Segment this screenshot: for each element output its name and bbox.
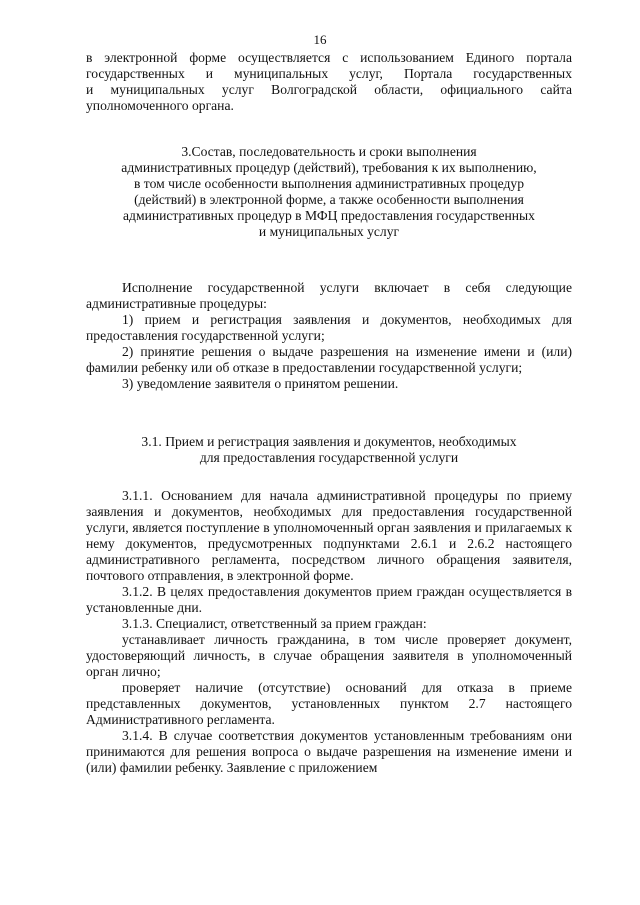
paragraph: Исполнение государственной услуги включает в себя следующие административные процедуры: <box>86 280 572 311</box>
heading-line: в том числе особенности выполнения административных процедур <box>133 176 525 191</box>
heading-line: для предоставления государственной услуги <box>199 450 459 465</box>
paragraph: 3.1.1. Основанием для начала административной процедуры по приему заявления и документов, необходимых для предоставления государственной услуги, является поступление в уполномоченный орган заявления и прилагаемых к нему документов, предусмотренных подпунктами 2.6.1 и 2.6.2 настоящего административного регламента, посредством личного обращения заявителя, почтового отправления, в электронной форме. <box>86 488 572 583</box>
paragraph: устанавливает личность гражданина, в том числе проверяет документ, удостоверяющий личность, в случае обращения заявителя в уполномоченный орган лично; <box>86 632 572 679</box>
paragraph: 3.1.2. В целях предоставления документов прием граждан осуществляется в установленные дни. <box>86 584 572 615</box>
intro-line: и муниципальных услуг Волгоградской области, официального сайта <box>86 82 572 97</box>
heading-line: 3.1. Прием и регистрация заявления и документов, необходимых <box>141 434 517 449</box>
paragraph: 3.1.4. В случае соответствия документов установленным требованиям они принимаются для решения вопроса о выдаче разрешения на изменение имени и (или) фамилии ребенку. Заявление с приложением <box>86 728 572 775</box>
intro-paragraph <box>86 50 572 114</box>
heading-line: (действий) в электронной форме, а также особенности выполнения <box>134 192 524 207</box>
paragraph: проверяет наличие (отсутствие) оснований для отказа в приеме представленных документов, установленных пунктом 2.7 настоящего Административного регламента. <box>86 680 572 727</box>
intro-line: в электронной форме осуществляется с использованием Единого портала <box>86 50 572 65</box>
subsection-heading <box>86 434 572 466</box>
paragraph: 1) прием и регистрация заявления и документов, необходимых для предоставления государственной услуги; <box>86 312 572 343</box>
intro-line: уполномоченного органа. <box>86 98 234 113</box>
subsection-body <box>86 488 572 776</box>
paragraph: 2) принятие решения о выдаче разрешения на изменение имени и (или) фамилии ребенку или об отказе в предоставлении государственной услуги; <box>86 344 572 375</box>
procedures-section <box>86 280 572 392</box>
heading-line: административных процедур в МФЦ предоставления государственных <box>123 208 535 223</box>
paragraph: 3) уведомление заявителя о принятом решении. <box>122 376 399 391</box>
intro-line: государственных и муниципальных услуг, Портала государственных <box>86 66 572 81</box>
section-heading <box>86 144 572 240</box>
heading-line: и муниципальных услуг <box>258 224 400 239</box>
paragraph: 3.1.3. Специалист, ответственный за прием граждан: <box>122 616 427 631</box>
heading-line: административных процедур (действий), требования к их выполнению, <box>121 160 537 175</box>
heading-line: 3.Состав, последовательность и сроки выполнения <box>181 144 477 159</box>
page-number: 16 <box>313 32 327 47</box>
